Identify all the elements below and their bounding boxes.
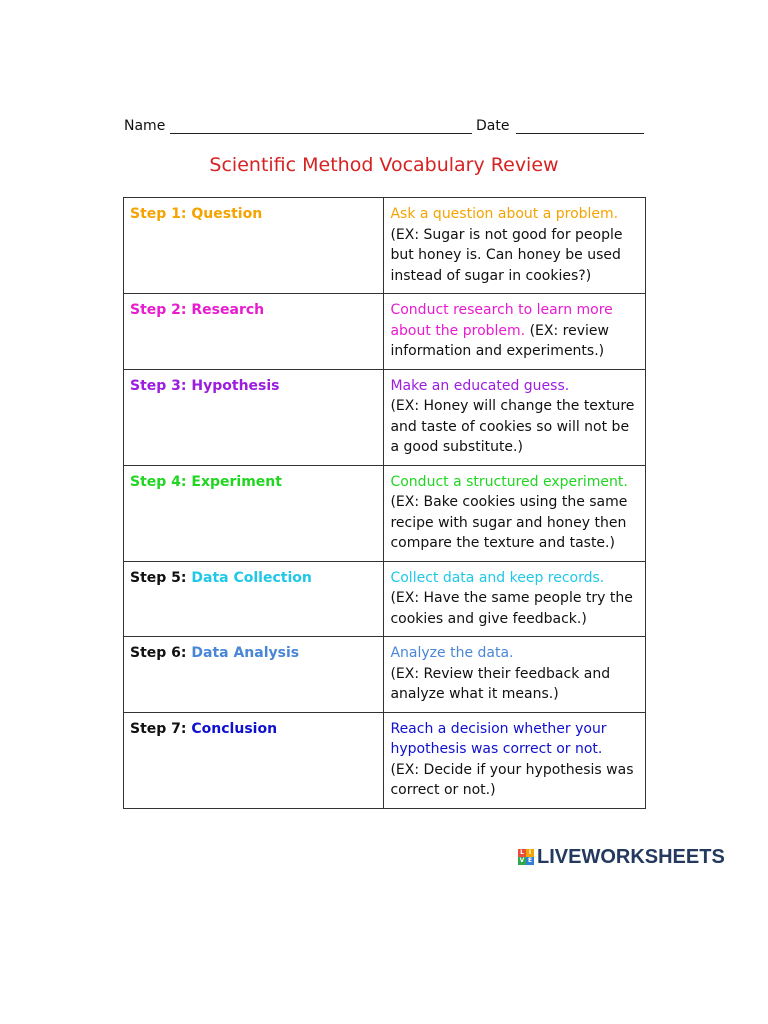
step-example: (EX: Honey will change the texture and taste of cookies so will not be a good substitute.) [390, 398, 635, 455]
date-label: Date [476, 118, 510, 134]
liveworksheets-logo [518, 846, 725, 868]
name-blank [170, 133, 472, 134]
step-term: Research [191, 302, 265, 318]
table-row [124, 369, 646, 465]
name-label: Name [124, 118, 166, 134]
step-term: Data Collection [191, 569, 312, 586]
step-definition: Analyze the data. [390, 645, 514, 661]
definition-cell [384, 294, 646, 370]
step-prefix: Step 1: [130, 206, 192, 222]
step-cell [124, 561, 384, 637]
liveworksheets-logo-icon: L I V E [519, 849, 533, 864]
step-example: (EX: Have the same people try the cookies and give feedback.) [390, 590, 633, 627]
step-term: Hypothesis [191, 377, 280, 394]
step-prefix: Step 6: [130, 645, 192, 661]
step-example: (EX: review information and experiments.) [390, 322, 609, 359]
table-row [124, 561, 646, 637]
definition-cell [384, 712, 646, 808]
step-definition: Ask a question about a problem. [390, 206, 619, 222]
definition-cell [384, 198, 646, 294]
definition-cell [384, 561, 646, 637]
definition-cell [384, 465, 646, 561]
logo-text: LIVEWORKSHEETS [537, 845, 725, 868]
table-row [124, 637, 646, 713]
table-row [124, 712, 646, 808]
date-blank [516, 133, 644, 134]
step-example: (EX: Review their feedback and analyze what it means.) [390, 665, 611, 702]
step-term: Question [191, 206, 263, 222]
step-cell [124, 712, 384, 808]
step-definition: Collect data and keep records. [390, 569, 605, 586]
step-definition: Reach a decision whether your hypothesis was correct or not. [390, 720, 607, 757]
step-cell [124, 369, 384, 465]
step-prefix: Step 5: [130, 569, 192, 586]
definition-cell [384, 637, 646, 713]
step-cell [124, 198, 384, 294]
step-cell [124, 294, 384, 370]
step-cell [124, 465, 384, 561]
step-prefix: Step 4: [130, 473, 192, 490]
table-row [124, 198, 646, 294]
step-term: Conclusion [191, 720, 278, 737]
step-cell [124, 637, 384, 713]
step-example: (EX: Sugar is not good for people but honey is. Can honey be used instead of sugar in cookies?) [390, 226, 623, 284]
step-definition: Conduct a structured experiment. [390, 473, 628, 490]
name-date-line [124, 118, 646, 140]
step-term: Data Analysis [191, 645, 300, 661]
step-definition: Make an educated guess. [390, 377, 570, 394]
step-example: (EX: Bake cookies using the same recipe with sugar and honey then compare the texture and taste.) [390, 494, 628, 551]
step-example: (EX: Decide if your hypothesis was correct or not.) [390, 761, 634, 798]
steps-table [123, 197, 646, 809]
step-prefix: Step 7: [130, 720, 192, 737]
table-row [124, 294, 646, 370]
table-row [124, 465, 646, 561]
step-definition: Conduct research to learn more about the problem. [390, 302, 613, 339]
page-title: Scientific Method Vocabulary Review [209, 154, 559, 176]
definition-cell [384, 369, 646, 465]
step-prefix: Step 2: [130, 302, 192, 318]
step-term: Experiment [191, 473, 282, 490]
step-prefix: Step 3: [130, 377, 192, 394]
